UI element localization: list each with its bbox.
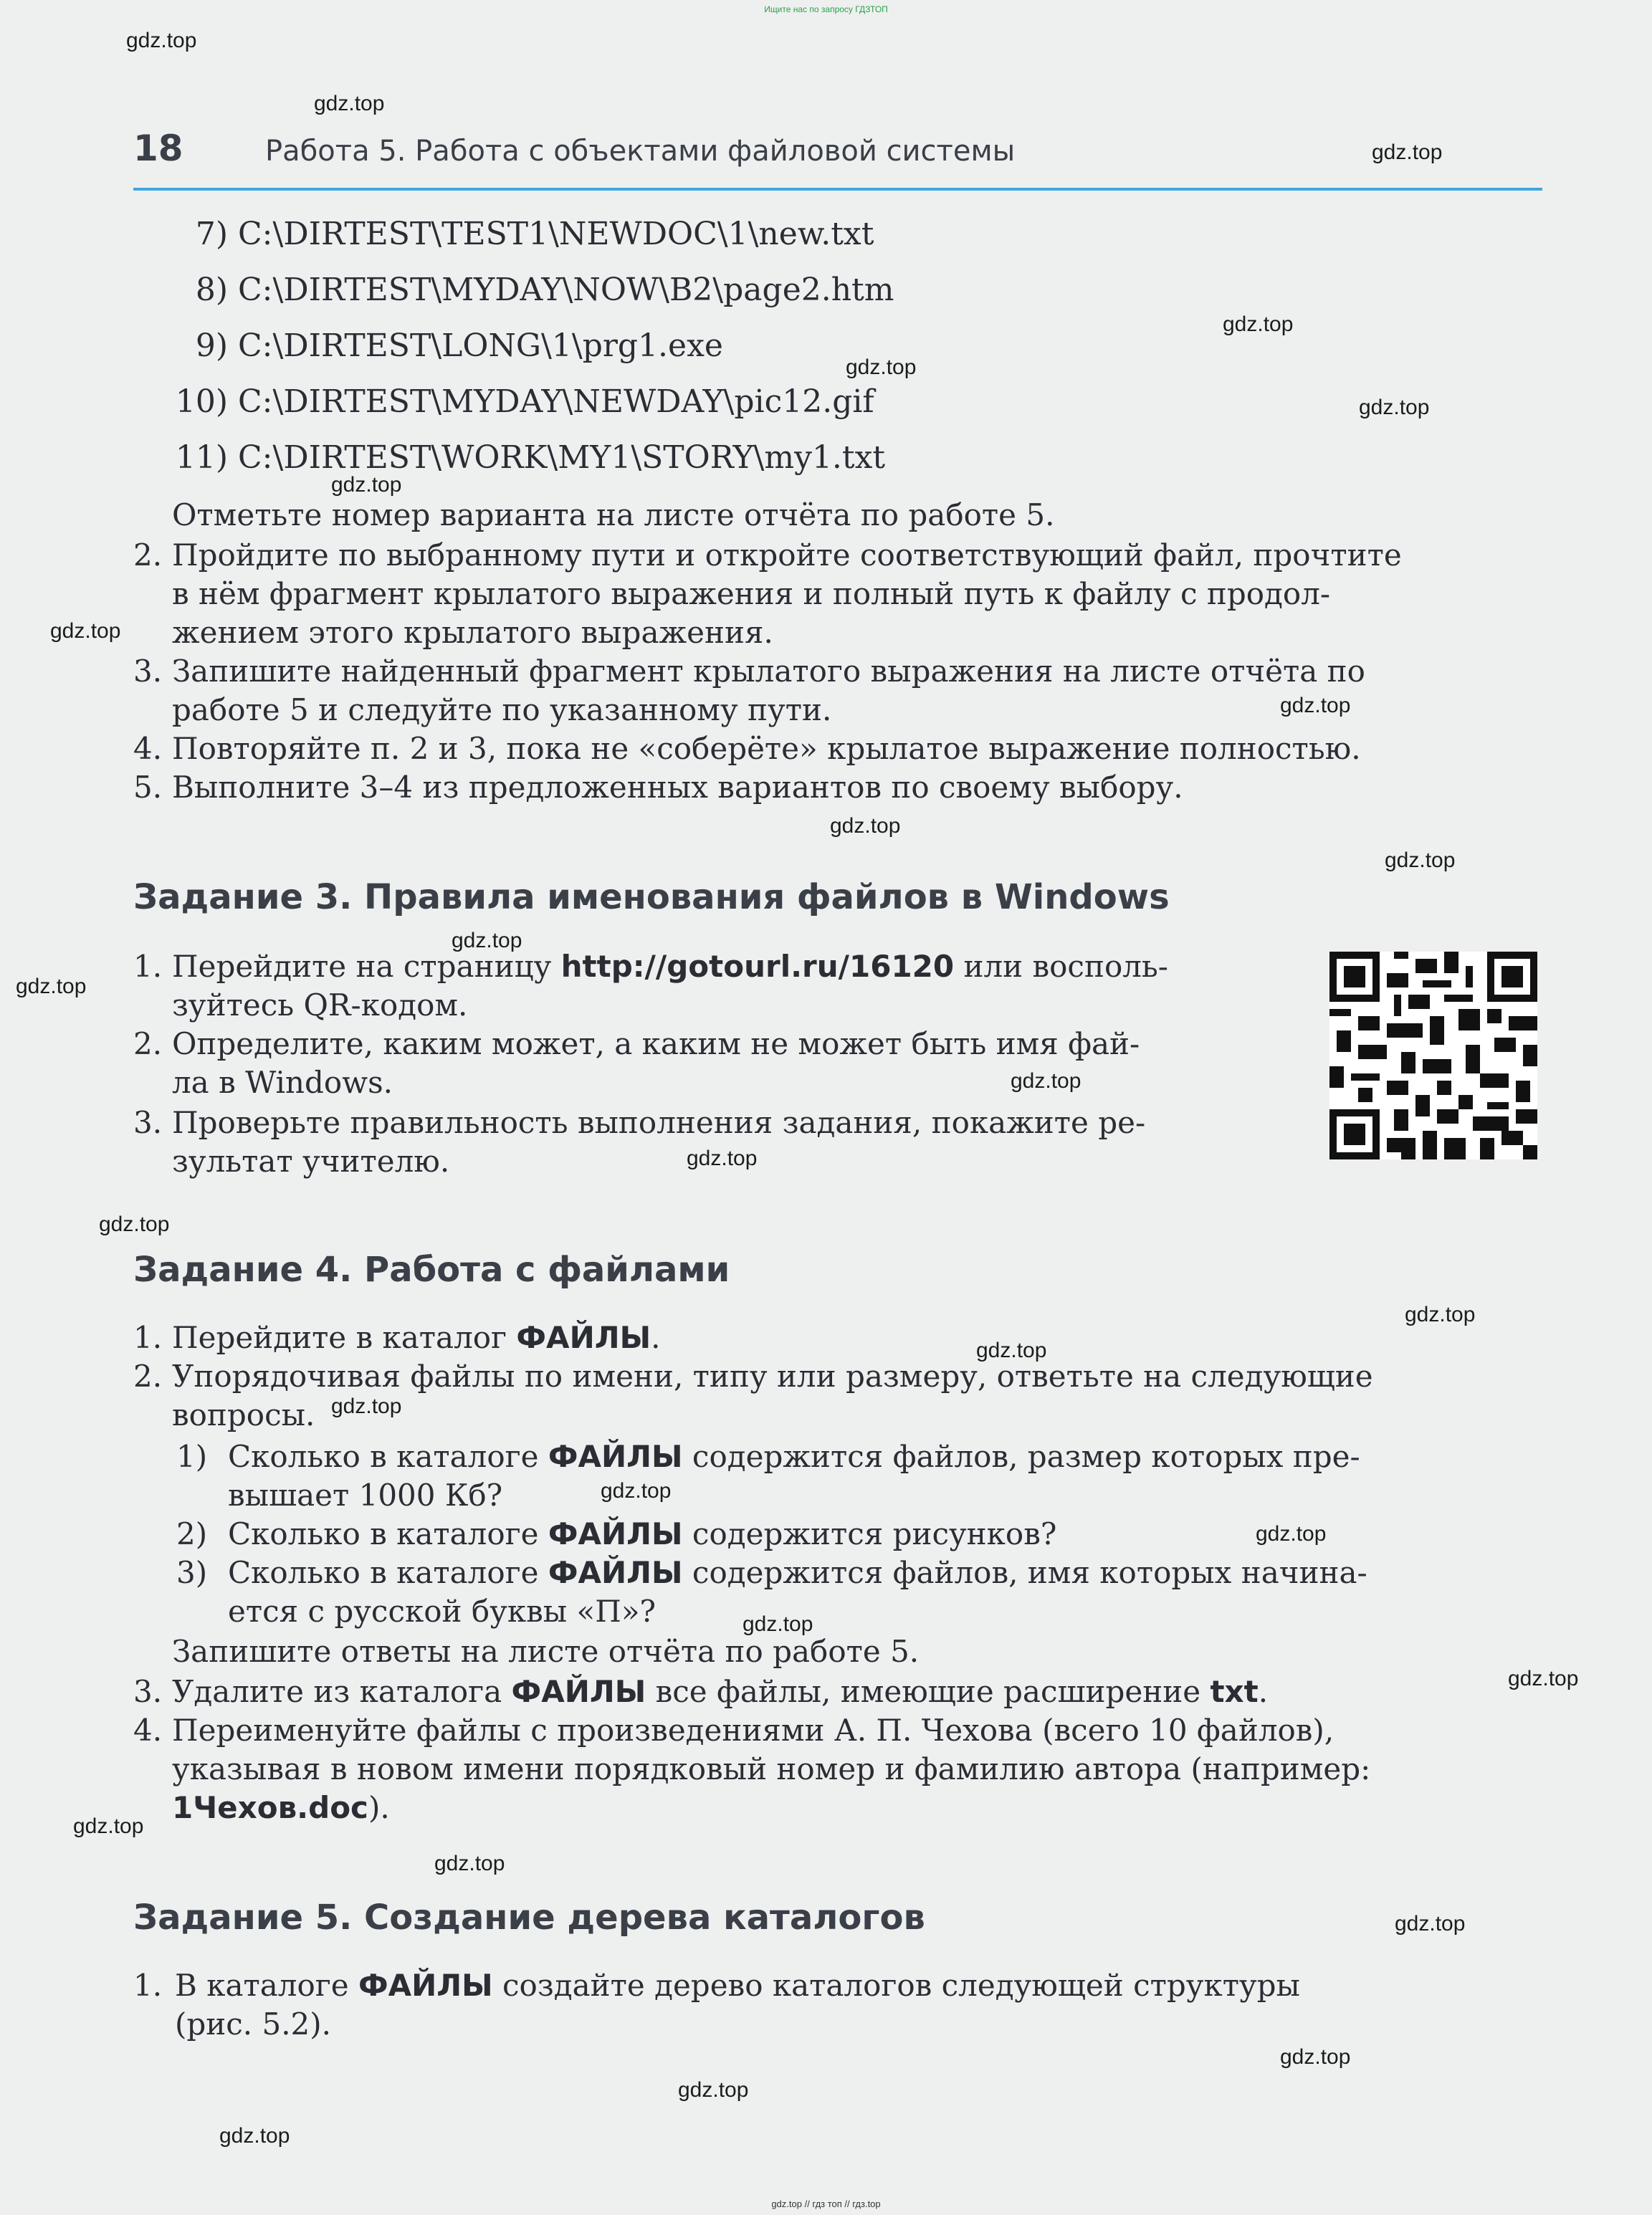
task3-heading: Задание 3. Правила именования файлов в Windows bbox=[133, 877, 1170, 917]
list-num: 4. bbox=[133, 1713, 163, 1748]
list-text: (рис. 5.2). bbox=[175, 2006, 332, 2042]
list-text: Перейдите в каталог ФАЙЛЫ. bbox=[172, 1320, 661, 1355]
watermark: gdz.top bbox=[99, 1212, 170, 1236]
search-hint: Ищите нас по запросу ГДЗТОП bbox=[764, 4, 888, 14]
watermark: gdz.top bbox=[1359, 396, 1430, 419]
watermark: gdz.top bbox=[1508, 1667, 1579, 1690]
task4-heading: Задание 4. Работа с файлами bbox=[133, 1250, 730, 1290]
list-num: 3. bbox=[133, 654, 163, 689]
task3-url[interactable]: http://gotourl.ru/16120 bbox=[560, 949, 955, 984]
list-text: Запишите найденный фрагмент крылатого выражения на листе отчёта по bbox=[172, 654, 1365, 689]
list-num: 5. bbox=[133, 770, 163, 805]
path-item: 11) C:\DIRTEST\WORK\MY1\STORY\my1.txt bbox=[175, 439, 886, 476]
watermark: gdz.top bbox=[314, 92, 385, 115]
list-text: Сколько в каталоге ФАЙЛЫ содержится файлов, имя которых начина- bbox=[228, 1555, 1367, 1590]
qr-code[interactable] bbox=[1329, 952, 1537, 1159]
path-item: 7) C:\DIRTEST\TEST1\NEWDOC\1\new.txt bbox=[195, 216, 874, 252]
list-text: указывая в новом имени порядковый номер и фамилию автора (например: bbox=[172, 1751, 1371, 1786]
list-num: 1) bbox=[176, 1439, 208, 1474]
list-num: 3. bbox=[133, 1105, 163, 1140]
footer-note: gdz.top // гдз топ // гдз.top bbox=[771, 2199, 881, 2209]
watermark: gdz.top bbox=[50, 619, 121, 643]
running-title: Работа 5. Работа с объектами файловой системы bbox=[265, 135, 1016, 168]
list-text: Сколько в каталоге ФАЙЛЫ содержится файлов, размер которых пре- bbox=[228, 1439, 1360, 1474]
answers-note: Запишите ответы на листе отчёта по работе 5. bbox=[172, 1634, 920, 1669]
watermark: gdz.top bbox=[1011, 1069, 1082, 1093]
list-text: Удалите из каталога ФАЙЛЫ все файлы, имеющие расширение txt. bbox=[172, 1674, 1269, 1709]
list-text: жением этого крылатого выражения. bbox=[172, 615, 773, 650]
path-item: 9) C:\DIRTEST\LONG\1\prg1.exe bbox=[195, 327, 723, 364]
list-num: 1. bbox=[133, 1320, 163, 1355]
list-text: 1Чехов.doc). bbox=[172, 1790, 390, 1825]
watermark: gdz.top bbox=[1223, 312, 1294, 336]
list-num: 3. bbox=[133, 1674, 163, 1709]
list-text: ется с русской буквы «П»? bbox=[228, 1594, 656, 1629]
watermark: gdz.top bbox=[1405, 1303, 1476, 1326]
list-text: Определите, каким может, а каким не может быть имя фай- bbox=[172, 1026, 1140, 1061]
watermark: gdz.top bbox=[126, 29, 197, 52]
list-num: 2) bbox=[176, 1516, 208, 1551]
watermark: gdz.top bbox=[219, 2124, 290, 2148]
list-text: зультат учителю. bbox=[172, 1144, 450, 1179]
list-num: 3) bbox=[176, 1555, 208, 1590]
watermark: gdz.top bbox=[743, 1612, 813, 1636]
list-num: 4. bbox=[133, 731, 163, 766]
list-text: зуйтесь QR-кодом. bbox=[172, 987, 468, 1023]
watermark: gdz.top bbox=[16, 975, 87, 998]
watermark: gdz.top bbox=[331, 473, 402, 497]
watermark: gdz.top bbox=[601, 1479, 672, 1503]
list-num: 1. bbox=[133, 949, 163, 984]
task5-heading: Задание 5. Создание дерева каталогов bbox=[133, 1898, 925, 1938]
list-text: Проверьте правильность выполнения задания, покажите ре- bbox=[172, 1105, 1146, 1140]
list-text: вышает 1000 Кб? bbox=[228, 1478, 503, 1513]
watermark: gdz.top bbox=[1280, 2045, 1351, 2069]
list-text: Повторяйте п. 2 и 3, пока не «соберёте» крылатое выражение полностью. bbox=[172, 731, 1361, 766]
watermark: gdz.top bbox=[331, 1394, 402, 1418]
list-text: работе 5 и следуйте по указанному пути. bbox=[172, 692, 832, 727]
watermark: gdz.top bbox=[678, 2078, 749, 2102]
list-text: в нём фрагмент крылатого выражения и полный путь к файлу с продол- bbox=[172, 576, 1331, 611]
watermark: gdz.top bbox=[73, 1814, 144, 1838]
watermark: gdz.top bbox=[1280, 694, 1351, 717]
watermark: gdz.top bbox=[830, 814, 901, 838]
watermark: gdz.top bbox=[1372, 140, 1443, 164]
list-num: 2. bbox=[133, 1359, 163, 1394]
list-text: Сколько в каталоге ФАЙЛЫ содержится рисунков? bbox=[228, 1516, 1057, 1551]
header-rule bbox=[133, 188, 1542, 191]
watermark: gdz.top bbox=[452, 929, 522, 952]
list-text: Упорядочивая файлы по имени, типу или размеру, ответьте на следующие bbox=[172, 1359, 1373, 1394]
list-text: Пройдите по выбранному пути и откройте соответствующий файл, прочтите bbox=[172, 537, 1402, 573]
list-text: В каталоге ФАЙЛЫ создайте дерево каталогов следующей структуры bbox=[175, 1968, 1300, 2003]
watermark: gdz.top bbox=[1256, 1522, 1327, 1546]
list-num: 2. bbox=[133, 537, 163, 573]
list-num: 2. bbox=[133, 1026, 163, 1061]
list-text: Перейдите на страницу http://gotourl.ru/16120 или восполь- bbox=[172, 949, 1168, 984]
page-number: 18 bbox=[133, 128, 183, 169]
watermark: gdz.top bbox=[434, 1852, 505, 1875]
list-text: Переименуйте файлы с произведениями А. П. Чехова (всего 10 файлов), bbox=[172, 1713, 1335, 1748]
watermark: gdz.top bbox=[976, 1339, 1047, 1362]
watermark: gdz.top bbox=[687, 1147, 758, 1170]
note-variant: Отметьте номер варианта на листе отчёта по работе 5. bbox=[172, 497, 1055, 532]
list-num: 1. bbox=[133, 1968, 163, 2003]
list-text: вопросы. bbox=[172, 1397, 315, 1432]
watermark: gdz.top bbox=[1395, 1912, 1466, 1936]
path-item: 10) C:\DIRTEST\MYDAY\NEWDAY\pic12.gif bbox=[175, 383, 874, 420]
list-text: ла в Windows. bbox=[172, 1065, 393, 1100]
watermark: gdz.top bbox=[1385, 848, 1456, 872]
path-item: 8) C:\DIRTEST\MYDAY\NOW\B2\page2.htm bbox=[195, 272, 894, 308]
list-text: Выполните 3–4 из предложенных вариантов по своему выбору. bbox=[172, 770, 1183, 805]
watermark: gdz.top bbox=[846, 355, 917, 379]
